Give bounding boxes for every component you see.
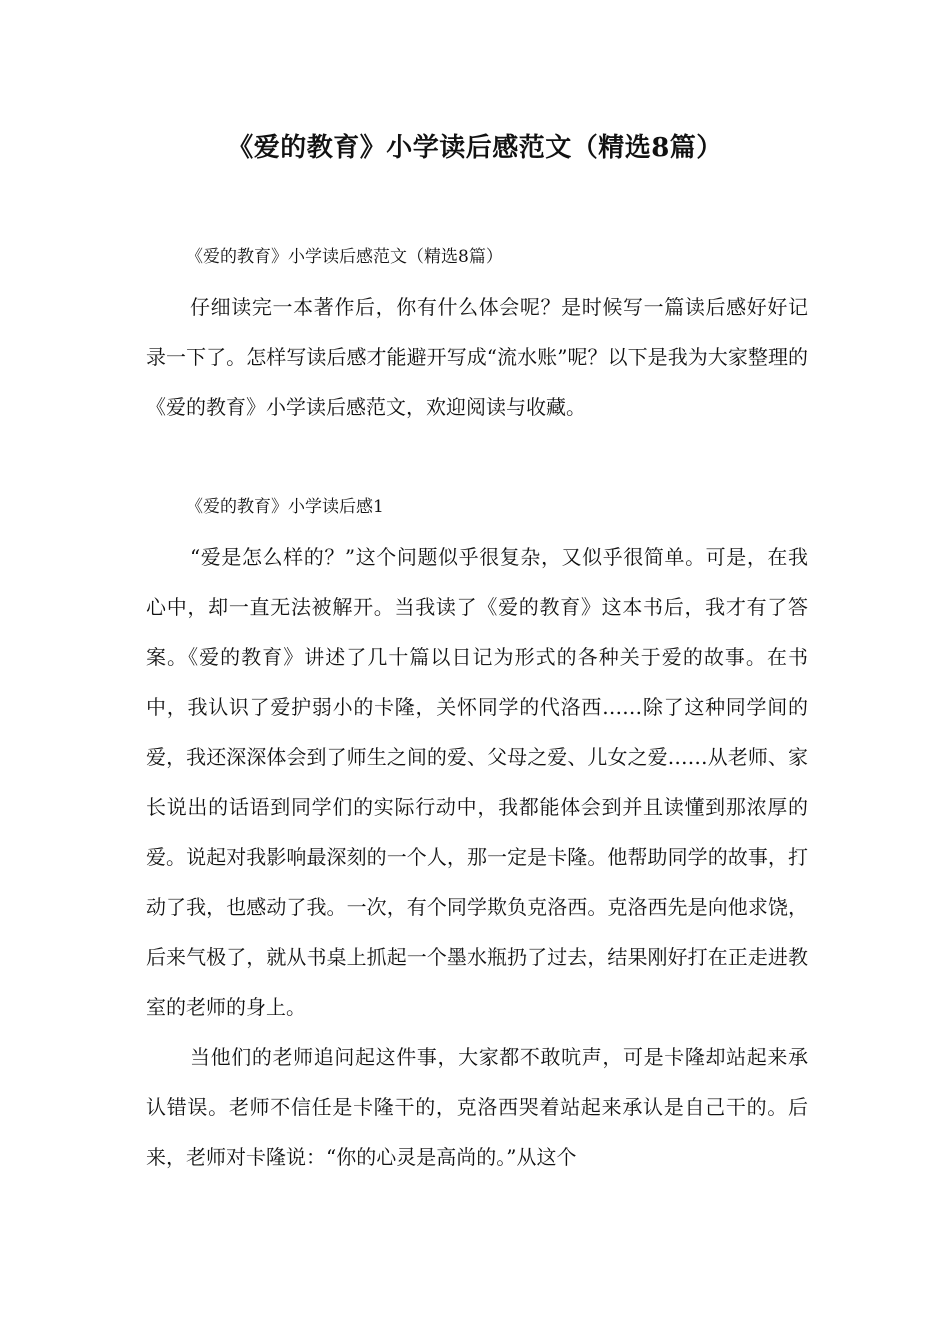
section-paragraph-2: 当他们的老师追问起这件事，大家都不敢吭声，可是卡隆却站起来承认错误。老师不信任是卡隆干的，克洛西哭着站起来承认是自己干的。后来，老师对卡隆说：“你的心灵是高尚的。”从这个	[146, 1045, 808, 1169]
section-heading: 《爱的教育》小学读后感1	[186, 497, 384, 517]
document-title: 《爱的教育》小学读后感范文（精选8篇）	[227, 133, 723, 163]
document-subtitle: 《爱的教育》小学读后感范文（精选8篇）	[186, 247, 503, 267]
section-gap	[146, 432, 808, 482]
document-body	[146, 232, 808, 1182]
intro-paragraph: 仔细读完一本著作后，你有什么体会呢？是时候写一篇读后感好好记录一下了。怎样写读后感才能避开写成“流水账”呢？以下是我为大家整理的《爱的教育》小学读后感范文，欢迎阅读与收藏。	[146, 295, 808, 419]
section-paragraph-1: “爱是怎么样的？”这个问题似乎很复杂，又似乎很简单。可是，在我心中，却一直无法被解开。当我读了《爱的教育》这本书后，我才有了答案。《爱的教育》讲述了几十篇以日记为形式的各种关于爱的故事。在书中，我认识了爱护弱小的卡隆，关怀同学的代洛西……除了这种同学间的爱，我还深深体会到了师生之间的爱、父母之爱、儿女之爱……从老师、家长说出的话语到同学们的实际行动中，我都能体会到并且读懂到那浓厚的爱。说起对我影响最深刻的一个人，那一定是卡隆。他帮助同学的故事，打动了我，也感动了我。一次，有个同学欺负克洛西。克洛西先是向他求饶，后来气极了，就从书桌上抓起一个墨水瓶扔了过去，结果刚好打在正走进教室的老师的身上。	[146, 545, 808, 1019]
